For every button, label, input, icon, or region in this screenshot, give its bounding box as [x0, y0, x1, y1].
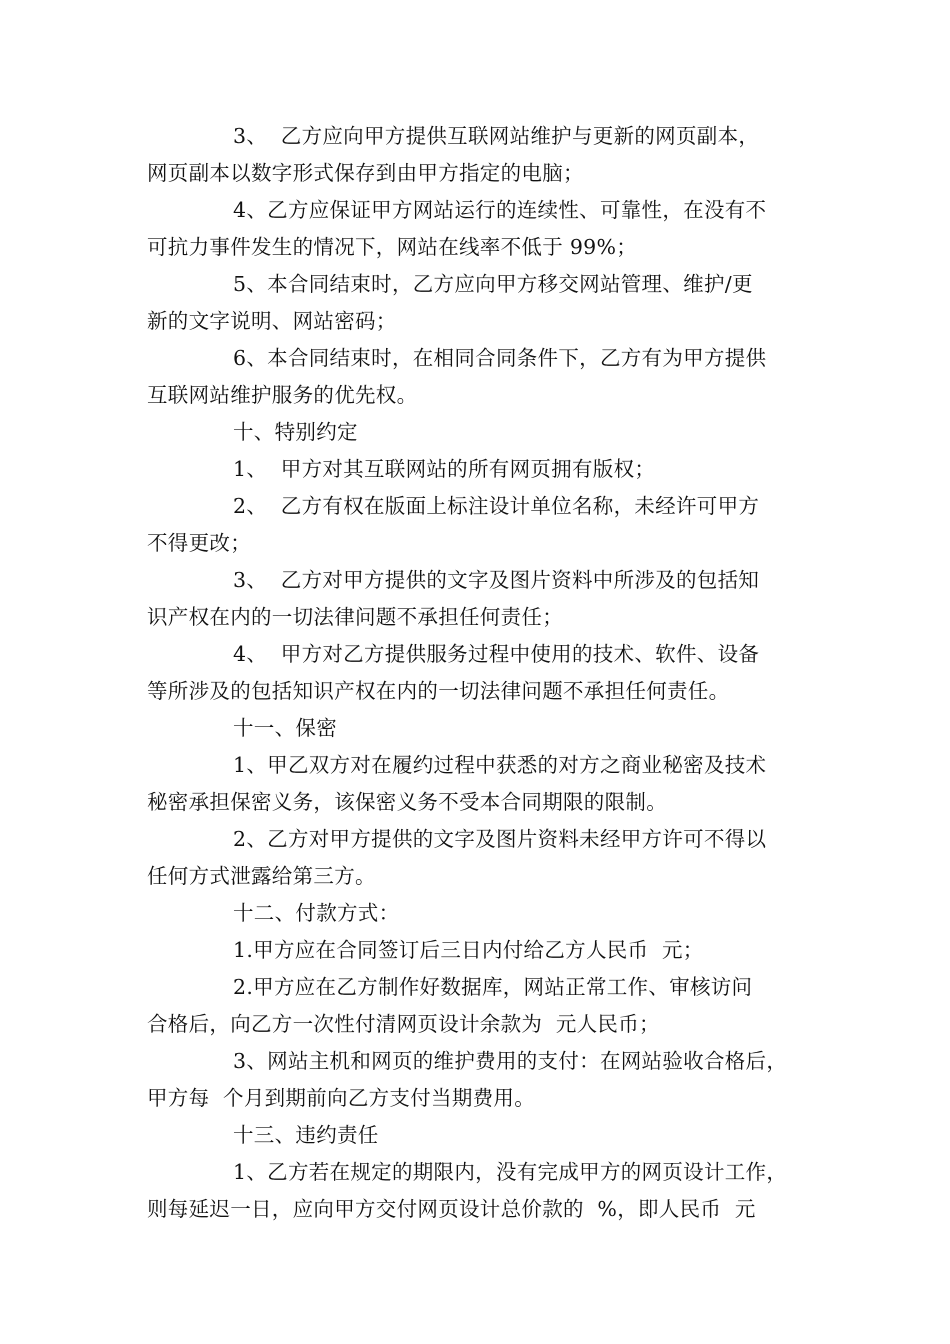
text-line: 可抗力事件发生的情况下，网站在线率不低于 99%； [147, 235, 638, 259]
text-line: 1.甲方应在合同签订后三日内付给乙方人民币 元； [233, 938, 704, 962]
text-line: 2.甲方应在乙方制作好数据库，网站正常工作、审核访问 [233, 975, 753, 999]
text-line: 2、 乙方有权在版面上标注设计单位名称，未经许可甲方 [233, 494, 760, 518]
text-line: 1、甲乙双方对在履约过程中获悉的对方之商业秘密及技术 [233, 753, 767, 777]
text-line: 合格后，向乙方一次性付清网页设计余款为 元人民币； [147, 1012, 660, 1036]
text-line: 2、乙方对甲方提供的文字及图片资料未经甲方许可不得以 [233, 827, 767, 851]
section-heading: 十一、保密 [233, 716, 337, 740]
text-line: 甲方每 个月到期前向乙方支付当期费用。 [147, 1086, 536, 1110]
section-heading: 十、特别约定 [233, 420, 358, 444]
text-line: 1、 甲方对其互联网站的所有网页拥有版权； [233, 457, 656, 481]
text-line: 识产权在内的一切法律问题不承担任何责任； [147, 605, 563, 629]
text-line: 任何方式泄露给第三方。 [147, 864, 376, 888]
text-line: 5、本合同结束时，乙方应向甲方移交网站管理、维护/更 [233, 272, 753, 296]
text-line: 新的文字说明、网站密码； [147, 309, 397, 333]
text-line: 6、本合同结束时，在相同合同条件下，乙方有为甲方提供 [233, 346, 767, 370]
section-heading: 十二、付款方式： [233, 901, 400, 925]
text-line: 1、乙方若在规定的期限内，没有完成甲方的网页设计工作， [233, 1160, 788, 1184]
section-heading: 十三、违约责任 [233, 1123, 379, 1147]
text-line: 4、乙方应保证甲方网站运行的连续性、可靠性，在没有不 [233, 198, 767, 222]
text-line: 4、 甲方对乙方提供服务过程中使用的技术、软件、设备 [233, 642, 760, 666]
text-line: 3、 乙方应向甲方提供互联网站维护与更新的网页副本， [233, 124, 760, 148]
text-line: 秘密承担保密义务，该保密义务不受本合同期限的限制。 [147, 790, 667, 814]
text-line: 3、 乙方对甲方提供的文字及图片资料中所涉及的包括知 [233, 568, 760, 592]
text-line: 3、网站主机和网页的维护费用的支付：在网站验收合格后， [233, 1049, 788, 1073]
text-line: 等所涉及的包括知识产权在内的一切法律问题不承担任何责任。 [147, 679, 730, 703]
text-line: 则每延迟一日，应向甲方交付网页设计总价款的 %，即人民币 元 [147, 1197, 756, 1221]
text-line: 网页副本以数字形式保存到由甲方指定的电脑； [147, 161, 584, 185]
text-line: 不得更改； [147, 531, 251, 555]
text-line: 互联网站维护服务的优先权。 [147, 383, 418, 407]
